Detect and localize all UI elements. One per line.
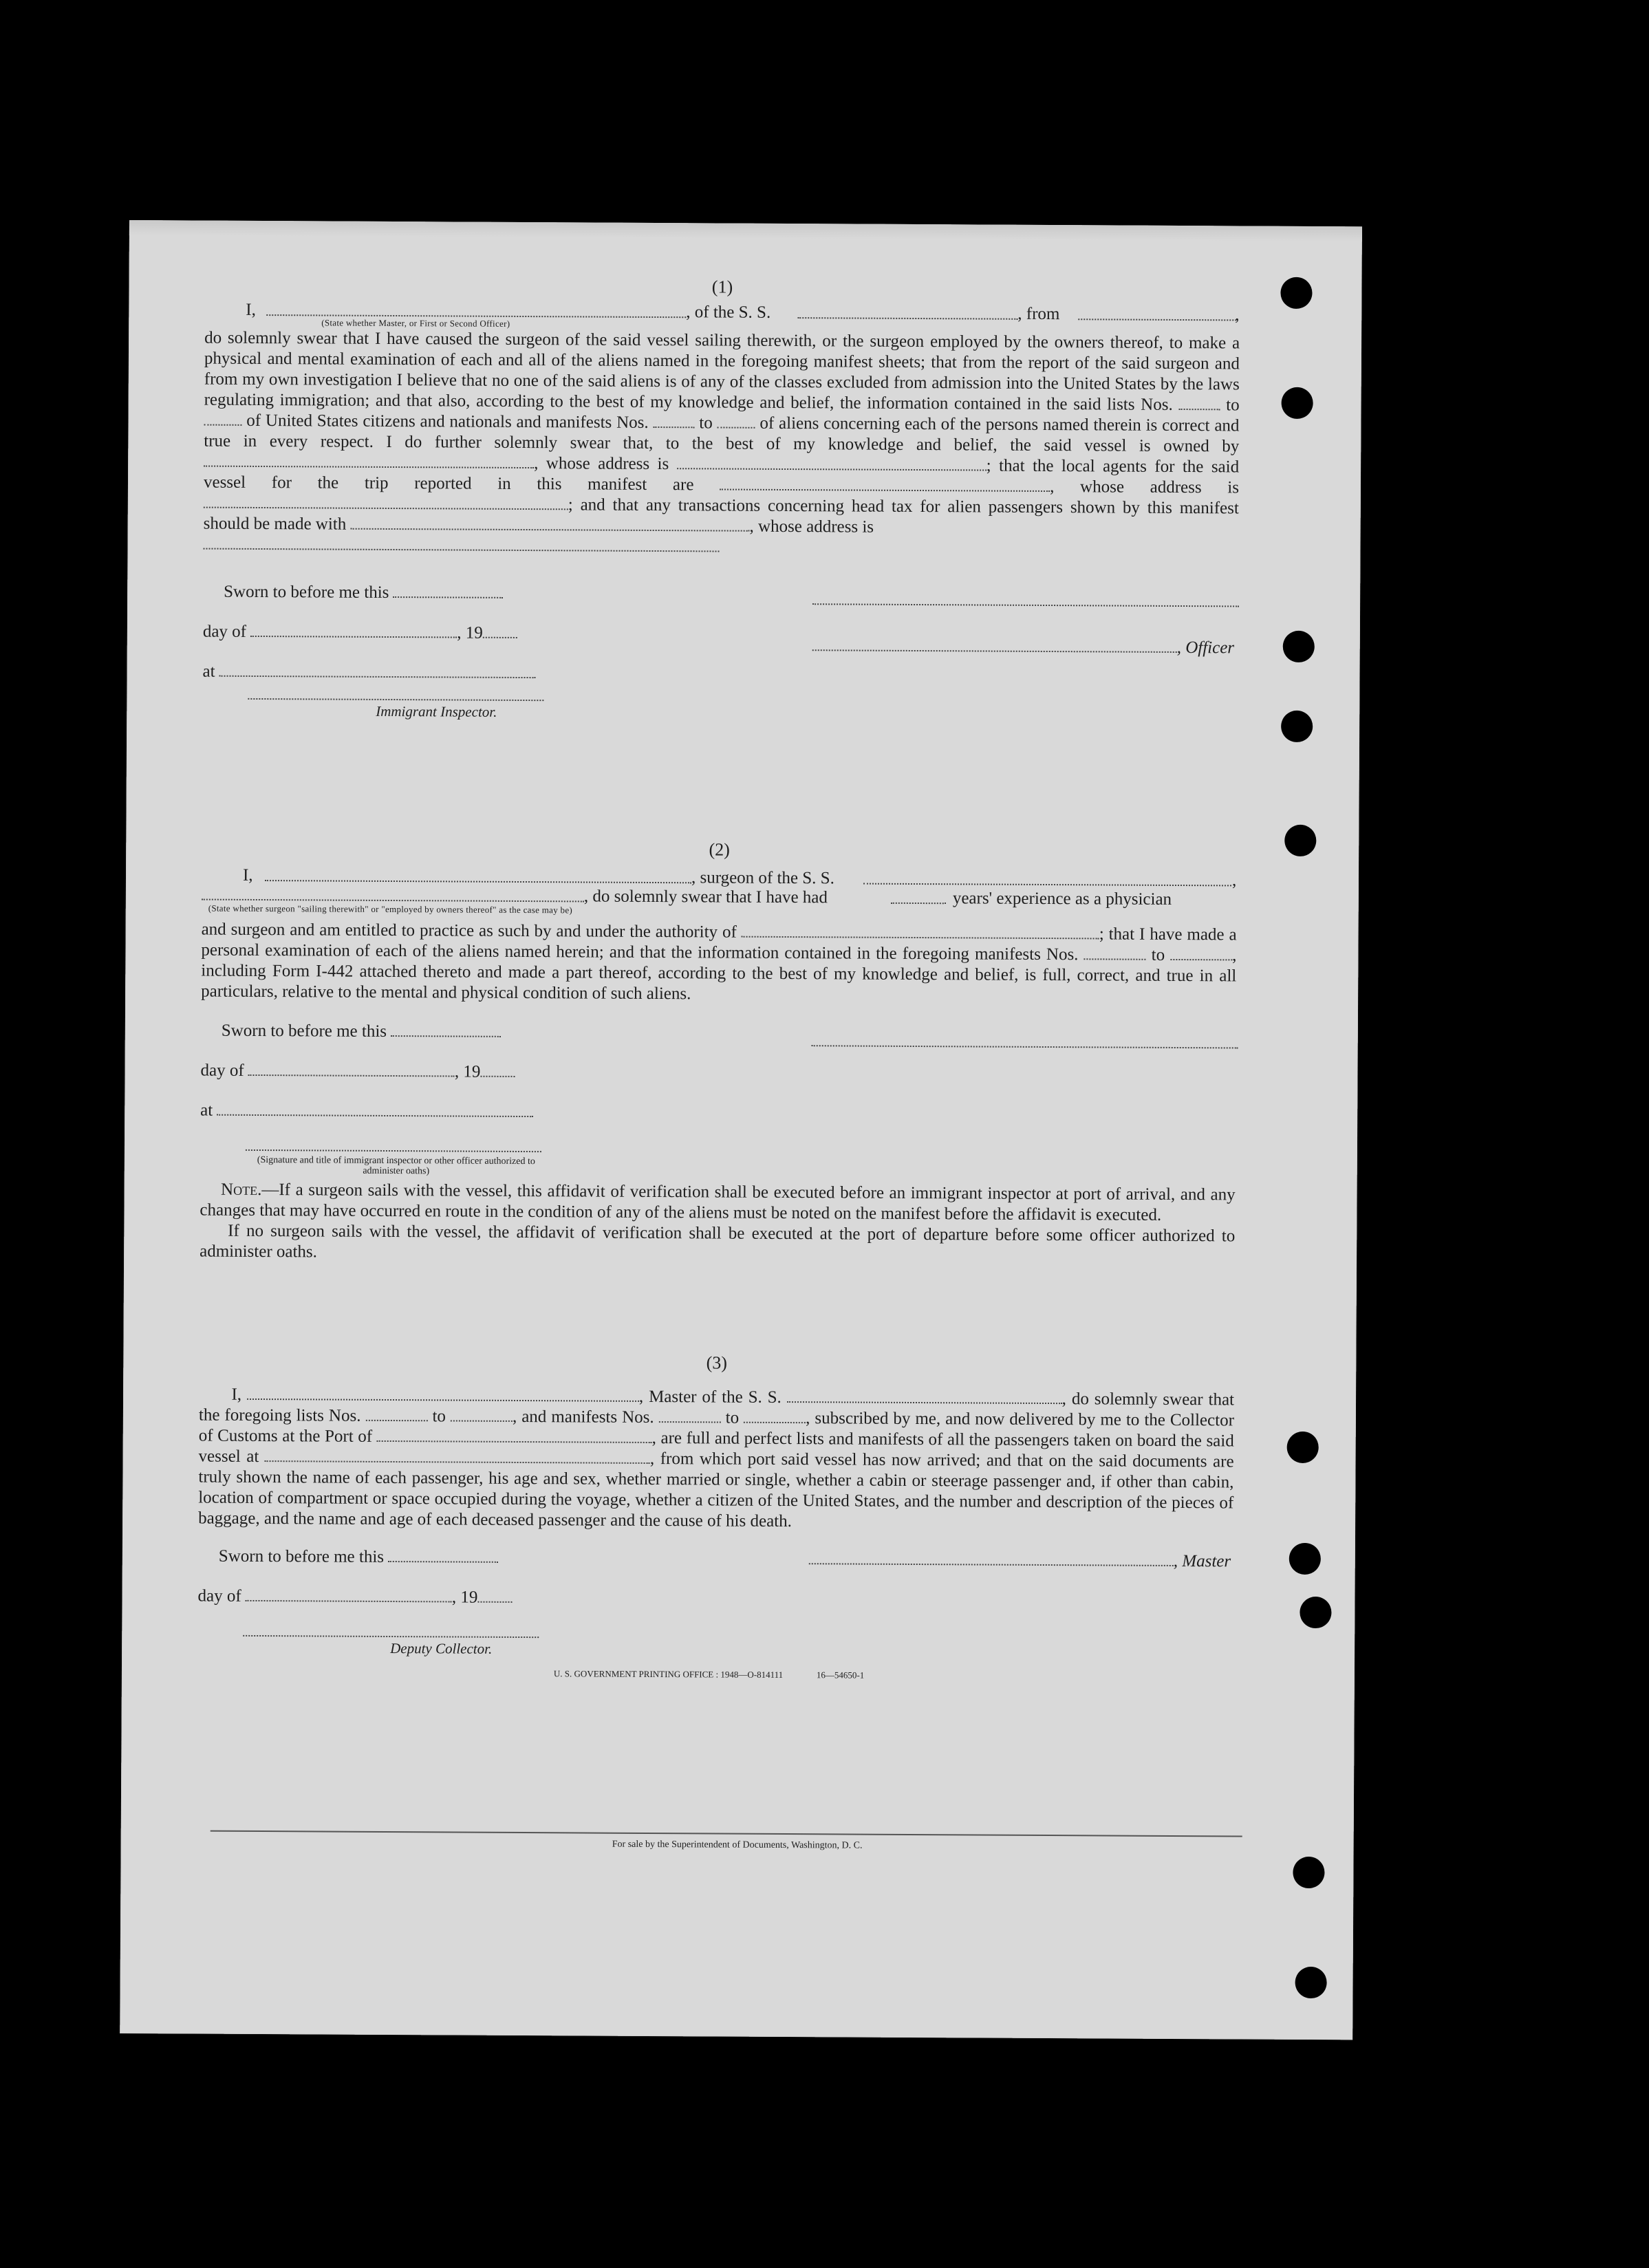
manifest-form-page: [120, 220, 1362, 2040]
us-citizens-text: of United States citizens and nationals and manifests Nos.: [246, 411, 649, 432]
deputy-label: Deputy Collector.: [390, 1640, 493, 1657]
sworn-label: Sworn to before me this: [224, 582, 389, 602]
section-3-paragraph: [198, 1385, 1234, 1535]
delivered-label: delivered by me to the Collector of Customs at the Port of: [198, 1410, 1235, 1446]
year-label: , 19: [451, 1588, 478, 1607]
place-field[interactable]: [219, 663, 536, 678]
section-1-signatures: [202, 555, 1238, 726]
from-label: , from: [1017, 304, 1060, 324]
section-2-oath-lines: [202, 858, 1237, 917]
including-text: , including Form I-442 attached thereto and made a part thereof, according to: [201, 946, 1237, 983]
footer: [197, 1667, 1233, 1727]
contact-address-field[interactable]: [203, 536, 719, 552]
local-agents-field[interactable]: [720, 476, 1050, 492]
full-perfect-label: , are full and perfect lists and: [651, 1429, 854, 1449]
surgeon-manifest-to-field[interactable]: [1170, 947, 1232, 960]
surgeon-status-field[interactable]: [202, 887, 584, 903]
owner-field[interactable]: [204, 453, 534, 469]
section-2-paragraph: [201, 920, 1237, 1008]
subscribed-label: , subscribed by me, and now: [806, 1409, 1005, 1429]
years-experience-field[interactable]: [891, 890, 946, 904]
section-1-paragraph: [203, 328, 1240, 561]
section-3-text: port said vessel has now arrived; and that on the said documents are truly shown the name of each passenger, his age and sex, whether married or single, whether a cabin or steerage passenger and, if other than cabin, location of compartment or space occupied during the voyage, whether a citizen of the United States, and the number and description of the pieces of baggage, and the name and age of each deceased passenger and the cause of his death.: [198, 1449, 1234, 1531]
passengers-text: passengers shown by this manifest should be made with: [203, 497, 1239, 534]
master-note: (State whether Master, or First or Second Officer): [321, 317, 510, 329]
surgeon-name-field[interactable]: [265, 867, 691, 883]
year-label: , 19: [454, 1062, 481, 1081]
day-of-label: day of: [200, 1061, 244, 1080]
master-ship-field[interactable]: [787, 1389, 1062, 1404]
oath-i: I,: [242, 865, 253, 885]
agent-address-label: whose address is: [1080, 477, 1240, 497]
note-text-2: If no surgeon sails with the vessel, the affidavit of verification shall be executed at the port of departure before some officer authorized to administer oaths.: [200, 1221, 1236, 1262]
day-of-label: day of: [202, 622, 247, 641]
master-name-field[interactable]: [247, 1386, 639, 1402]
place-field[interactable]: [217, 1102, 533, 1117]
section-2-text-a: that I have made a personal examination of each of the aliens named herein; and that the information contained in the: [201, 925, 1237, 963]
punch-hole: [1281, 711, 1313, 742]
inspector-signature-line[interactable]: [248, 698, 543, 701]
section-1-text-a: do solemnly swear that I have caused the surgeon of the said vessel sailing therewith, or the surgeon employed by the owners thereof, to make a physical and mental examination of each and all of the aliens named in the foregoing manifest sheets; that from the report of the said surgeon and from my own investigation I believe that no one of the said aliens is of any of the classes excluded from admission into the United States by the laws regulating immigration; and that also, according to the best of my knowledge and belief, the information contained in the said lists Nos.: [204, 328, 1240, 414]
and-manifests-label: , and manifests Nos.: [512, 1407, 654, 1427]
signature-note: (Signature and title of immigrant inspector or other officer authorized to administer oaths): [257, 1154, 535, 1177]
lists-to-field[interactable]: [451, 1407, 513, 1421]
punch-hole: [1293, 1857, 1324, 1888]
punch-hole: [1282, 387, 1313, 419]
to-label: to: [1226, 396, 1240, 415]
sale-notice: For sale by the Superintendent of Documents, Washington, D. C.: [612, 1839, 863, 1851]
from-which-label: , from which: [649, 1449, 742, 1469]
head-tax-text: ; and that any transactions concerning head tax for alien: [568, 495, 981, 517]
lists-from-field[interactable]: [1178, 396, 1220, 410]
section-2-note-2: [200, 1221, 1235, 1268]
sworn-day-field[interactable]: [388, 1548, 498, 1563]
to-label: to: [432, 1407, 446, 1426]
punch-hole: [1280, 277, 1312, 309]
master-of-label: , Master of the S. S.: [638, 1387, 782, 1407]
year-label: , 19: [457, 623, 483, 642]
at-label: at: [202, 662, 215, 681]
section-2-text-b: the best of my knowledge and belief, is full, correct, and true in all particulars, relative to the mental and physical condition of such aliens.: [201, 964, 1237, 1004]
note-label: Note.: [220, 1180, 262, 1200]
deputy-signature-line[interactable]: [243, 1635, 539, 1638]
punch-hole: [1287, 1432, 1319, 1463]
manifests-from-field[interactable]: [659, 1409, 721, 1423]
head-tax-contact-field[interactable]: [351, 516, 750, 532]
ship-name-field[interactable]: [797, 305, 1017, 320]
note-text: —If a surgeon sails with the vessel, this affidavit of verification shall be executed before an immigrant inspector at port of arrival, and any changes that may have occurred en route in the condition of any of the aliens must be noted on the manifest before the affidavit is executed.: [200, 1180, 1236, 1224]
manifest-to-field[interactable]: [718, 414, 755, 428]
manifest-from-field[interactable]: [653, 414, 694, 428]
master-name-field[interactable]: [266, 302, 686, 318]
sworn-label: Sworn to before me this: [221, 1021, 387, 1041]
oath-i: I,: [231, 1385, 242, 1404]
lists-from-field[interactable]: [365, 1407, 427, 1421]
punch-hole: [1289, 1543, 1321, 1575]
inspector-label: Immigrant Inspector.: [376, 702, 497, 720]
to-label: to: [725, 1408, 740, 1427]
month-field[interactable]: [246, 1588, 452, 1603]
section-3-number: (3): [706, 1352, 728, 1373]
section-1-text-b: therein is correct and true in every respect. I do further solemnly swear that, to the best of my knowledge and belief,: [204, 415, 1240, 455]
surgeon-ship-field[interactable]: [863, 871, 1231, 887]
aliens-text: of aliens concerning each of the persons named: [759, 413, 1089, 435]
punch-hole: [1283, 631, 1315, 662]
manifests-all-label: manifests of all the passengers taken on board the said vessel at: [198, 1429, 1234, 1467]
footer-rule: [211, 1830, 1242, 1837]
whose-address-label: , whose address is: [534, 454, 669, 474]
years-label: years' experience as a physician: [952, 889, 1172, 909]
punch-hole: [1295, 1967, 1326, 1998]
punct: ,: [1050, 477, 1055, 497]
manifests-to-field[interactable]: [744, 1410, 806, 1423]
day-of-label: day of: [197, 1586, 241, 1606]
officer-label: , Officer: [1176, 638, 1235, 658]
officer-signature-field[interactable]: [812, 637, 1177, 653]
at-label: at: [200, 1101, 213, 1120]
do-solemnly-label: , do solemnly swear that I have had: [583, 887, 828, 907]
agent-address-field[interactable]: [204, 495, 568, 510]
local-agents-label: that the local agents for the said vessel for the trip reported in this manifest are: [203, 456, 1240, 495]
from-port-field[interactable]: [1078, 306, 1236, 321]
port-field[interactable]: [377, 1428, 652, 1443]
surgeon-status-note: (State whether surgeon "sailing therewith" or "employed by owners thereof" as the case may be): [208, 903, 573, 916]
punct: ;: [1099, 925, 1104, 944]
sworn-day-field[interactable]: [391, 1023, 501, 1037]
punch-hole: [1284, 825, 1316, 856]
of-ss-label: , of the S. S.: [686, 303, 771, 322]
to-label: to: [699, 413, 713, 433]
sworn-day-field[interactable]: [394, 584, 504, 598]
swear-lists-label: swear that the foregoing lists Nos.: [198, 1390, 1235, 1425]
punch-hole: [1300, 1597, 1331, 1628]
officer-signature-line[interactable]: [246, 1149, 541, 1152]
section-1-oath-line: [204, 295, 1240, 334]
contact-address-label: , whose address is: [749, 517, 874, 537]
form-content: [197, 274, 1240, 1727]
owner-address-field[interactable]: [677, 455, 987, 471]
owned-by-label: the said vessel is owned by: [1010, 435, 1240, 456]
surgeon-of-label: , surgeon of the S. S.: [691, 868, 834, 888]
year-field[interactable]: [483, 625, 517, 638]
foregoing-label: foregoing manifests Nos.: [902, 944, 1079, 964]
gpo-imprint: U. S. GOVERNMENT PRINTING OFFICE : 1948—O-814111: [553, 1668, 784, 1681]
authority-field[interactable]: [742, 924, 1099, 940]
section-2-number: (2): [709, 839, 730, 860]
punct: ;: [986, 456, 991, 475]
do-solemnly-label: , do solemnly: [1061, 1390, 1158, 1409]
surgeon-manifest-from-field[interactable]: [1084, 946, 1146, 960]
surgeon-signature-line[interactable]: [812, 1045, 1238, 1048]
lists-to-field[interactable]: [204, 412, 241, 426]
to-label: to: [1151, 945, 1165, 964]
section-1-number: (1): [711, 277, 733, 297]
master-signature-field[interactable]: [809, 1551, 1174, 1566]
section-3-signatures: [197, 1529, 1233, 1672]
entitled-text: and surgeon and am entitled to practice as such by and under the authority of: [201, 920, 737, 942]
section-2-signatures: [200, 1002, 1236, 1177]
year-field[interactable]: [480, 1063, 515, 1077]
oath-i: I,: [246, 300, 256, 319]
punct: ,: [1231, 871, 1237, 890]
officer-signature-line-1[interactable]: [812, 603, 1239, 607]
month-field[interactable]: [250, 623, 457, 638]
departure-port-field[interactable]: [265, 1448, 650, 1464]
form-number: 16—54650-1: [816, 1670, 865, 1681]
month-field[interactable]: [248, 1062, 455, 1077]
year-field[interactable]: [477, 1589, 512, 1603]
sworn-label: Sworn to before me this: [218, 1546, 385, 1566]
section-2-note: [200, 1180, 1235, 1227]
punct: ,: [1235, 305, 1240, 325]
master-label: , Master: [1173, 1551, 1231, 1571]
